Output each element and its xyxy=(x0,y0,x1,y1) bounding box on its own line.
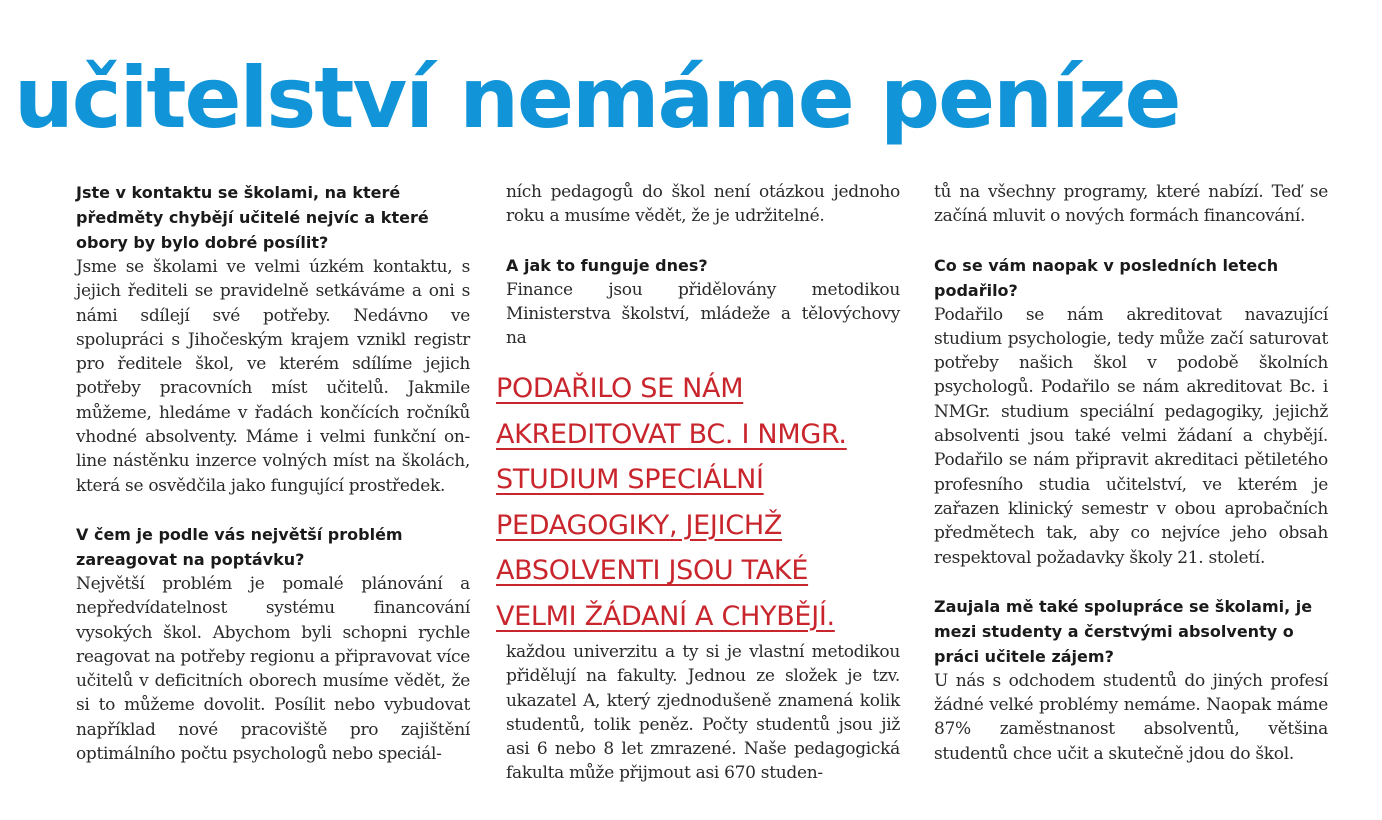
article-column-2-continued xyxy=(506,640,900,786)
interview-question: Jste v kontaktu se školami, na které předměty chybějí učitelé nejvíc a které obory by bylo dobré posílit? xyxy=(76,183,429,252)
interview-answer: tů na všechny programy, které nabízí. Teď se začíná mluvit o nových formách financování. xyxy=(934,182,1328,227)
article-headline: učitelství nemáme peníze xyxy=(14,49,1180,147)
interview-question: Co se vám naopak v posledních letech podařilo? xyxy=(934,255,1279,300)
article-column-2 xyxy=(506,180,900,350)
interview-answer: U nás s odchodem studentů do jiných profesí žádné velké problémy nemáme. Naopak máme 87% zaměstnanost absolventů, většina studentů chce učit a skutečně jdou do škol. xyxy=(934,670,1328,764)
interview-answer: ních pedagogů do škol není otázkou jednoho roku a musíme vědět, že je udržitelné. xyxy=(506,182,900,227)
interview-answer: Největší problém je pomalé plánování a nepředvídatelnost systému financování vysokých škol. Abychom byli schopni rychle reagovat na potřeby regionu a připravovat více učitelů v deficitních oborech musíme vědět, že si to můžeme dovolit. Posílit nebo vybudovat například nové pracoviště pro zajištění optimálního počtu psychologů nebo speciál- xyxy=(76,573,470,765)
article-column-3 xyxy=(934,180,1328,766)
interview-answer: každou univerzitu a ty si je vlastní metodikou přidělují na fakulty. Jednou ze složek je tzv. ukazatel A, který zjednodušeně znamená kolik studentů, tolik peněz. Počty studentů jsou již asi 6 nebo 8 let zmrazené. Naše pedagogická fakulta může přijmout asi 670 studen- xyxy=(506,642,900,784)
interview-answer: Podařilo se nám akreditovat navazující studium psychologie, tedy může začí saturovat potřeby našich škol v podobě školních psychologů. Podařilo se nám akreditovat Bc. i NMGr. studium speciální pedagogiky, jejichž absolventi jsou také velmi žádaní a chybějí. Podařilo se nám připravit akreditaci pětiletého profesního studia učitelství, ve kterém je zařazen klinický semestr v obou aprobačních předmětech tak, aby co nejvíce jeho obsah respektoval požadavky školy 21. století. xyxy=(934,304,1328,568)
article-column-1 xyxy=(76,180,470,766)
interview-question: V čem je podle vás největší problém zareagovat na poptávku? xyxy=(76,524,403,569)
interview-question: A jak to funguje dnes? xyxy=(506,255,708,275)
interview-answer: Jsme se školami ve velmi úzkém kontaktu, s jejich řediteli se pravidelně setkáváme a oni s námi sdílejí své potřeby. Nedávno ve spolupráci s Jihočeským krajem vznikl registr pro ředitele škol, ve kterém sdílíme jejich potřeby pracovních míst učitelů. Jakmile můžeme, hledáme v řadách končících ročníků vhodné absolventy. Máme i velmi funkční on-line nástěnku inzerce volných míst na školách, která se osvědčila jako fungující prostředek. xyxy=(76,257,470,496)
interview-answer: Finance jsou přidělovány metodikou Ministerstva školství, mládeže a tělovýchovy na xyxy=(506,279,900,349)
interview-question: Zaujala mě také spolupráce se školami, je mezi studenty a čerstvými absolventy o práci učitele zájem? xyxy=(934,596,1313,666)
pull-quote xyxy=(496,366,856,639)
pull-quote-text: PODAŘILO SE NÁM AKREDITOVAT BC. I NMGR. STUDIUM SPECIÁLNÍ PEDAGOGIKY, JEJICHŽ ABSOLVENTI JSOU TAKÉ VELMI ŽÁDANÍ A CHYBĚJÍ. xyxy=(496,373,847,632)
